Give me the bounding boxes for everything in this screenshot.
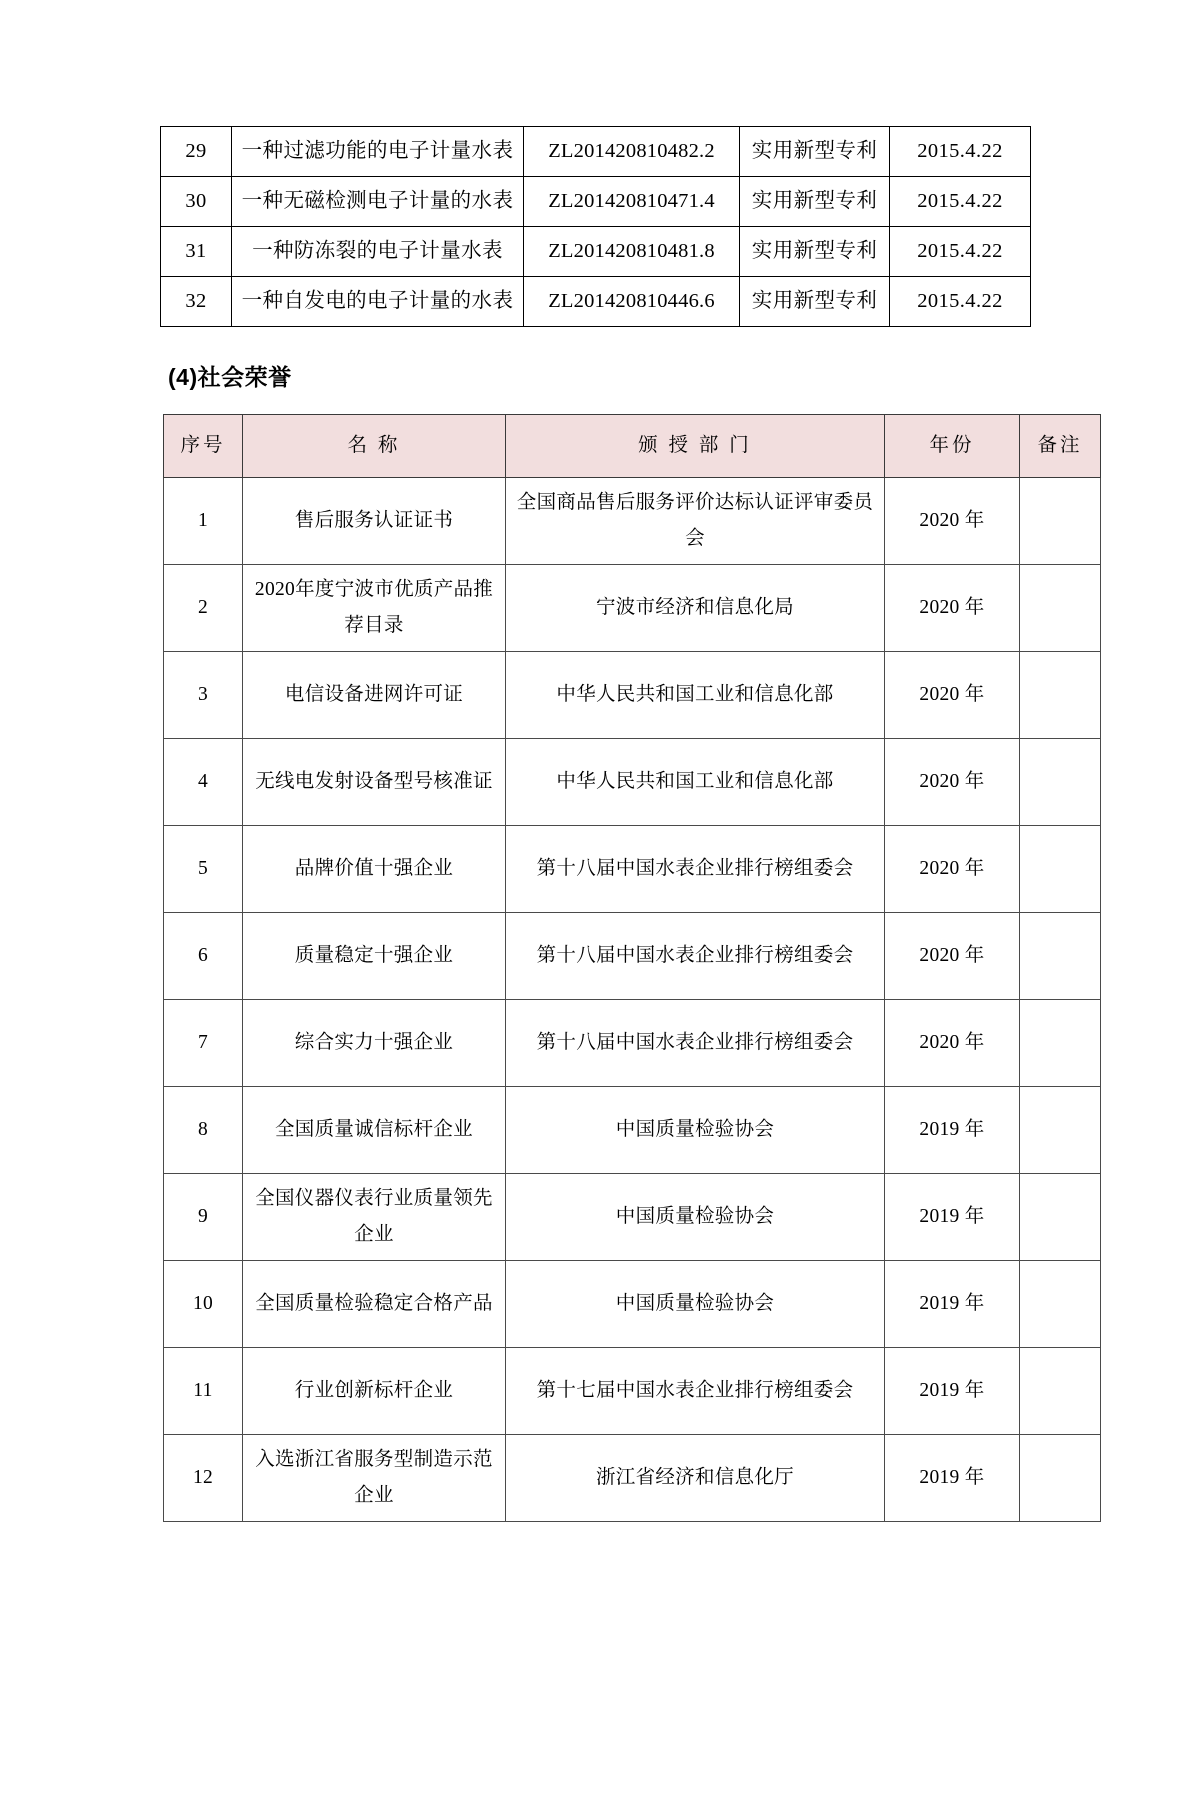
patent-row-date: 2015.4.22 (890, 127, 1031, 177)
patent-row-no: 29 (161, 127, 232, 177)
table-row (164, 1261, 1101, 1348)
honor-row-name: 售后服务认证证书 (243, 478, 506, 565)
patent-row-number: ZL201420810471.4 (524, 177, 740, 227)
honor-row-year: 2020 年 (885, 565, 1020, 652)
column-header-year: 年份 (885, 415, 1020, 478)
table-row (161, 177, 1031, 227)
honor-row-note (1020, 1000, 1101, 1087)
honor-row-note (1020, 1087, 1101, 1174)
honor-table-wrapper (163, 414, 1083, 1522)
table-row (164, 1174, 1101, 1261)
patent-row-number: ZL201420810482.2 (524, 127, 740, 177)
patent-row-no: 30 (161, 177, 232, 227)
honor-row-name: 入选浙江省服务型制造示范企业 (243, 1435, 506, 1522)
honor-row-no: 1 (164, 478, 243, 565)
table-row (164, 1000, 1101, 1087)
honor-row-note (1020, 1348, 1101, 1435)
honor-row-no: 11 (164, 1348, 243, 1435)
patent-row-name: 一种防冻裂的电子计量水表 (232, 227, 524, 277)
honor-row-note (1020, 1435, 1101, 1522)
honor-row-year: 2020 年 (885, 478, 1020, 565)
patent-row-date: 2015.4.22 (890, 277, 1031, 327)
honor-row-dept: 中华人民共和国工业和信息化部 (506, 652, 885, 739)
table-row (164, 913, 1101, 1000)
honor-row-name: 电信设备进网许可证 (243, 652, 506, 739)
honor-row-year: 2019 年 (885, 1087, 1020, 1174)
table-row (161, 277, 1031, 327)
honor-row-no: 4 (164, 739, 243, 826)
table-row (164, 826, 1101, 913)
honor-row-dept: 第十七届中国水表企业排行榜组委会 (506, 1348, 885, 1435)
honor-row-name: 全国质量诚信标杆企业 (243, 1087, 506, 1174)
honor-row-no: 6 (164, 913, 243, 1000)
honor-row-dept: 第十八届中国水表企业排行榜组委会 (506, 826, 885, 913)
table-row (164, 1087, 1101, 1174)
honor-row-no: 2 (164, 565, 243, 652)
honor-row-year: 2020 年 (885, 739, 1020, 826)
table-row (164, 1435, 1101, 1522)
honor-row-note (1020, 913, 1101, 1000)
honor-row-year: 2020 年 (885, 913, 1020, 1000)
honor-row-year: 2020 年 (885, 826, 1020, 913)
honor-row-name: 质量稳定十强企业 (243, 913, 506, 1000)
patent-row-number: ZL201420810446.6 (524, 277, 740, 327)
honor-row-name: 2020年度宁波市优质产品推荐目录 (243, 565, 506, 652)
honor-row-no: 7 (164, 1000, 243, 1087)
patent-table-body (161, 127, 1031, 327)
document-page (0, 126, 1190, 1809)
honor-table-header-row (164, 415, 1101, 478)
honor-row-year: 2019 年 (885, 1261, 1020, 1348)
honor-row-year: 2020 年 (885, 1000, 1020, 1087)
honor-row-note (1020, 565, 1101, 652)
table-row (161, 227, 1031, 277)
honor-row-no: 5 (164, 826, 243, 913)
honor-table-body (164, 478, 1101, 1522)
honor-row-no: 12 (164, 1435, 243, 1522)
honor-table-head (164, 415, 1101, 478)
honor-row-no: 3 (164, 652, 243, 739)
patent-row-name: 一种过滤功能的电子计量水表 (232, 127, 524, 177)
honor-row-note (1020, 739, 1101, 826)
column-header-name: 名 称 (243, 415, 506, 478)
honor-row-note (1020, 1174, 1101, 1261)
patent-row-name: 一种无磁检测电子计量的水表 (232, 177, 524, 227)
honor-row-year: 2020 年 (885, 652, 1020, 739)
honor-row-no: 9 (164, 1174, 243, 1261)
honor-row-year: 2019 年 (885, 1348, 1020, 1435)
honor-table (163, 414, 1101, 1522)
patent-row-type: 实用新型专利 (740, 227, 890, 277)
honor-row-name: 无线电发射设备型号核准证 (243, 739, 506, 826)
table-row (164, 739, 1101, 826)
patent-row-date: 2015.4.22 (890, 177, 1031, 227)
honor-row-name: 全国仪器仪表行业质量领先企业 (243, 1174, 506, 1261)
honor-row-dept: 中国质量检验协会 (506, 1261, 885, 1348)
table-row (164, 478, 1101, 565)
patent-row-number: ZL201420810481.8 (524, 227, 740, 277)
honor-row-name: 全国质量检验稳定合格产品 (243, 1261, 506, 1348)
patent-row-type: 实用新型专利 (740, 177, 890, 227)
honor-row-note (1020, 826, 1101, 913)
patent-row-name: 一种自发电的电子计量的水表 (232, 277, 524, 327)
honor-row-note (1020, 478, 1101, 565)
honor-row-year: 2019 年 (885, 1435, 1020, 1522)
honor-row-name: 行业创新标杆企业 (243, 1348, 506, 1435)
column-header-dept: 颁 授 部 门 (506, 415, 885, 478)
patent-table (160, 126, 1031, 327)
honor-row-no: 10 (164, 1261, 243, 1348)
honor-row-no: 8 (164, 1087, 243, 1174)
honor-row-dept: 中国质量检验协会 (506, 1087, 885, 1174)
patent-row-type: 实用新型专利 (740, 277, 890, 327)
table-row (161, 127, 1031, 177)
patent-row-no: 31 (161, 227, 232, 277)
honor-row-dept: 第十八届中国水表企业排行榜组委会 (506, 1000, 885, 1087)
honor-row-dept: 宁波市经济和信息化局 (506, 565, 885, 652)
patent-row-date: 2015.4.22 (890, 227, 1031, 277)
patent-row-no: 32 (161, 277, 232, 327)
table-row (164, 565, 1101, 652)
honor-row-dept: 浙江省经济和信息化厅 (506, 1435, 885, 1522)
honor-row-note (1020, 1261, 1101, 1348)
honor-row-year: 2019 年 (885, 1174, 1020, 1261)
table-row (164, 1348, 1101, 1435)
honor-row-dept: 第十八届中国水表企业排行榜组委会 (506, 913, 885, 1000)
honor-row-dept: 中国质量检验协会 (506, 1174, 885, 1261)
column-header-note: 备注 (1020, 415, 1101, 478)
honor-row-name: 综合实力十强企业 (243, 1000, 506, 1087)
column-header-no: 序号 (164, 415, 243, 478)
patent-row-type: 实用新型专利 (740, 127, 890, 177)
honor-row-name: 品牌价值十强企业 (243, 826, 506, 913)
page-title: (4)社会荣誉 (168, 364, 292, 390)
honor-row-note (1020, 652, 1101, 739)
honor-row-dept: 中华人民共和国工业和信息化部 (506, 739, 885, 826)
table-row (164, 652, 1101, 739)
honor-row-dept: 全国商品售后服务评价达标认证评审委员会 (506, 478, 885, 565)
